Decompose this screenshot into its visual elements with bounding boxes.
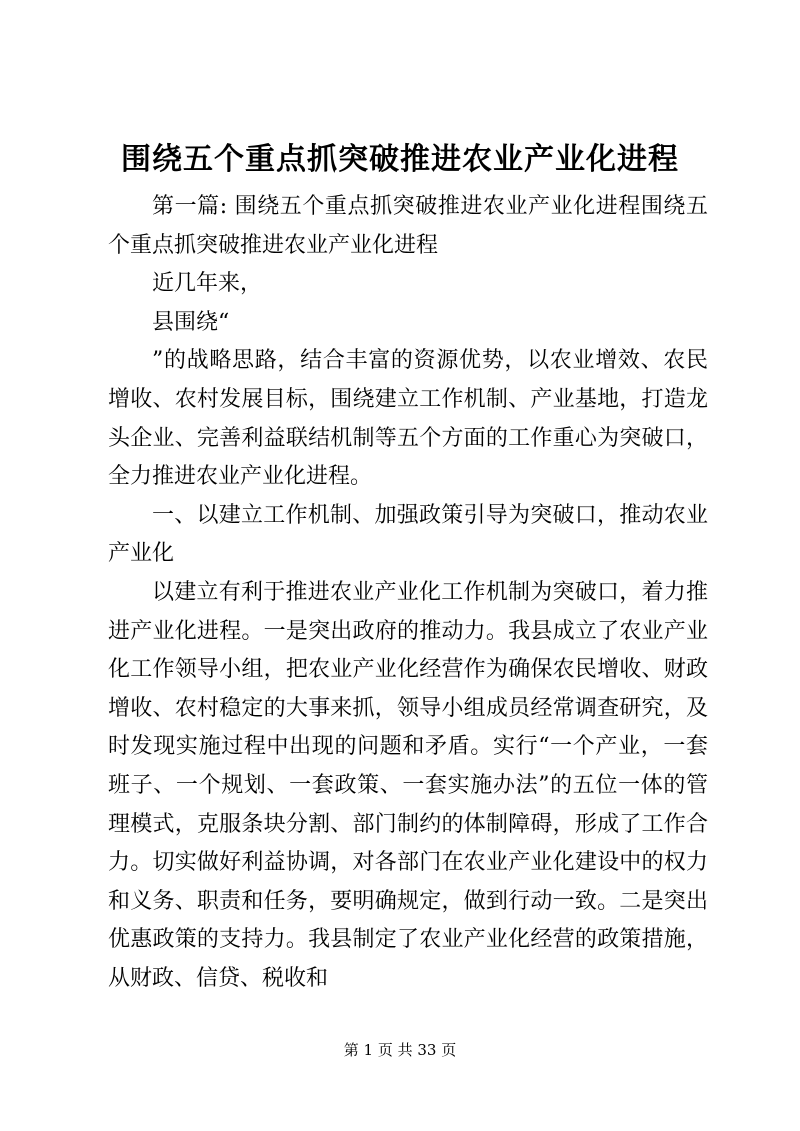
document-body xyxy=(108,188,708,998)
paragraph-county: 县围绕“ xyxy=(152,309,230,335)
paragraph-section-one-heading: 一、以建立工作机制、加强政策引导为突破口，推动农业产业化 xyxy=(108,502,708,567)
paragraph-chapter-heading: 第一篇: 围绕五个重点抓突破推进农业产业化进程围绕五个重点抓突破推进农业产业化进程 xyxy=(108,194,708,258)
paragraph-strategy: ”的战略思路，结合丰富的资源优势，以农业增效、农民增收、农村发展目标，围绕建立工作机制、产业基地，打造龙头企业、完善利益联结机制等五个方面的工作重心为突破口，全力推进农业产业化进程。 xyxy=(108,348,708,490)
paragraph-intro: 近几年来， xyxy=(152,271,263,297)
paragraph-section-one-body: 以建立有利于推进农业产业化工作机制为突破口，着力推进产业化进程。一是突出政府的推动力。我县成立了农业产业化工作领导小组，把农业产业化经营作为确保农民增收、财政增收、农村稳定的大事来抓，领导小组成员经常调查研究，及时发现实施过程中出现的问题和矛盾。实行“一个产业，一套班子、一个规划、一套政策、一套实施办法”的五位一体的管理模式，克服条块分割、部门制约的体制障碍，形成了工作合力。切实做好利益协调，对各部门在农业产业化建设中的权力和义务、职责和任务，要明确规定，做到行动一致。二是突出优惠政策的支持力。我县制定了农业产业化经营的政策措施，从财政、信贷、税收和 xyxy=(108,579,708,991)
page-number-footer: 第 1 页 共 33 页 xyxy=(343,1041,457,1059)
document-title: 围绕五个重点抓突破推进农业产业化进程 xyxy=(121,142,679,177)
